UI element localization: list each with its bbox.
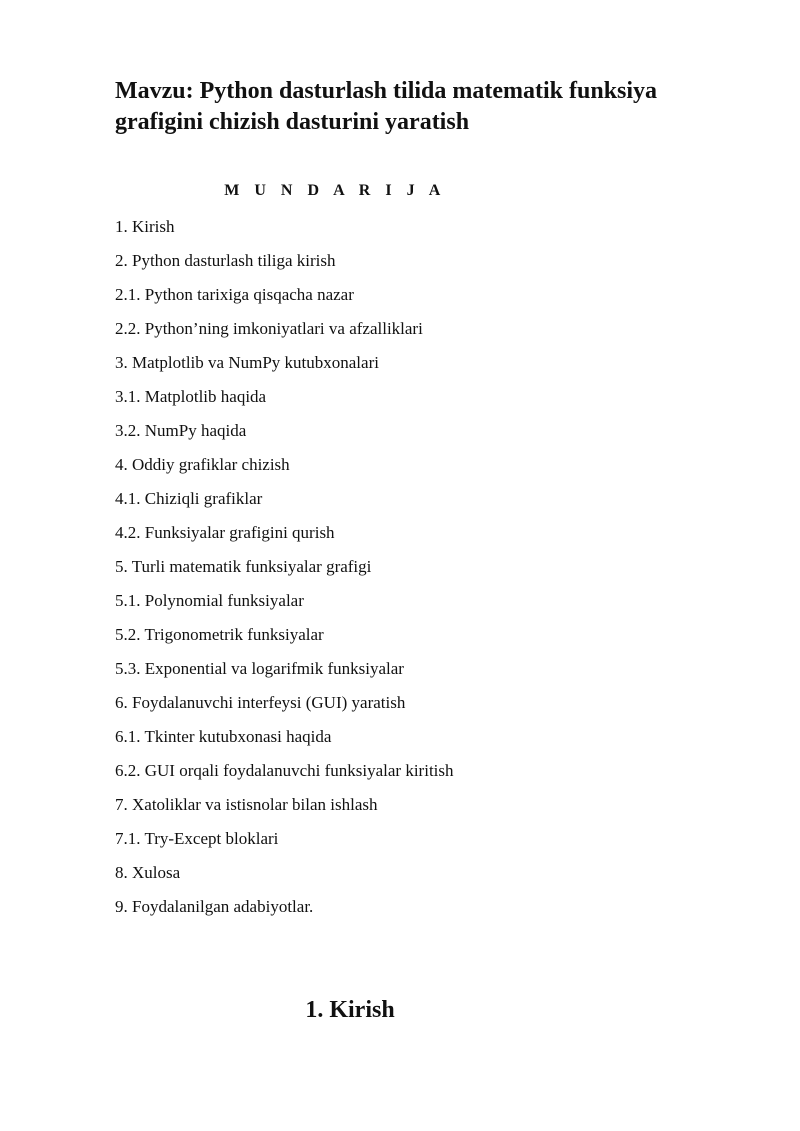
toc-item: 5. Turli matematik funksiyalar grafigi — [115, 557, 372, 576]
toc-item: 3. Matplotlib va NumPy kutubxonalari — [115, 353, 379, 372]
table-of-contents — [115, 215, 454, 929]
toc-item: 9. Foydalanilgan adabiyotlar. — [115, 897, 314, 916]
toc-item: 2. Python dasturlash tiliga kirish — [115, 251, 336, 270]
toc-heading: M U N D A R I J A — [224, 182, 446, 199]
toc-item: 4.1. Chiziqli grafiklar — [115, 489, 263, 508]
toc-item: 6.1. Tkinter kutubxonasi haqida — [115, 727, 332, 746]
toc-item: 5.3. Exponential va logarifmik funksiyalar — [115, 659, 404, 678]
document-title: Mavzu: Python dasturlash tilida matematik funksiya grafigini chizish dasturini yaratish — [115, 78, 658, 135]
toc-item: 7. Xatoliklar va istisnolar bilan ishlash — [115, 795, 378, 814]
toc-item: 3.2. NumPy haqida — [115, 421, 247, 440]
toc-item: 8. Xulosa — [115, 863, 181, 882]
toc-item: 4. Oddiy grafiklar chizish — [115, 455, 290, 474]
toc-item: 4.2. Funksiyalar grafigini qurish — [115, 523, 335, 542]
toc-item: 6.2. GUI orqali foydalanuvchi funksiyalar kiritish — [115, 761, 454, 780]
toc-item: 7.1. Try-Except bloklari — [115, 829, 279, 848]
toc-item: 5.2. Trigonometrik funksiyalar — [115, 625, 324, 644]
toc-item: 6. Foydalanuvchi interfeysi (GUI) yaratish — [115, 693, 406, 712]
toc-item: 3.1. Matplotlib haqida — [115, 387, 267, 406]
section-heading: 1. Kirish — [305, 997, 395, 1023]
toc-item: 2.2. Python’ning imkoniyatlari va afzalliklari — [115, 319, 423, 338]
toc-item: 2.1. Python tarixiga qisqacha nazar — [115, 285, 354, 304]
toc-item: 1. Kirish — [115, 217, 175, 236]
toc-item: 5.1. Polynomial funksiyalar — [115, 591, 304, 610]
